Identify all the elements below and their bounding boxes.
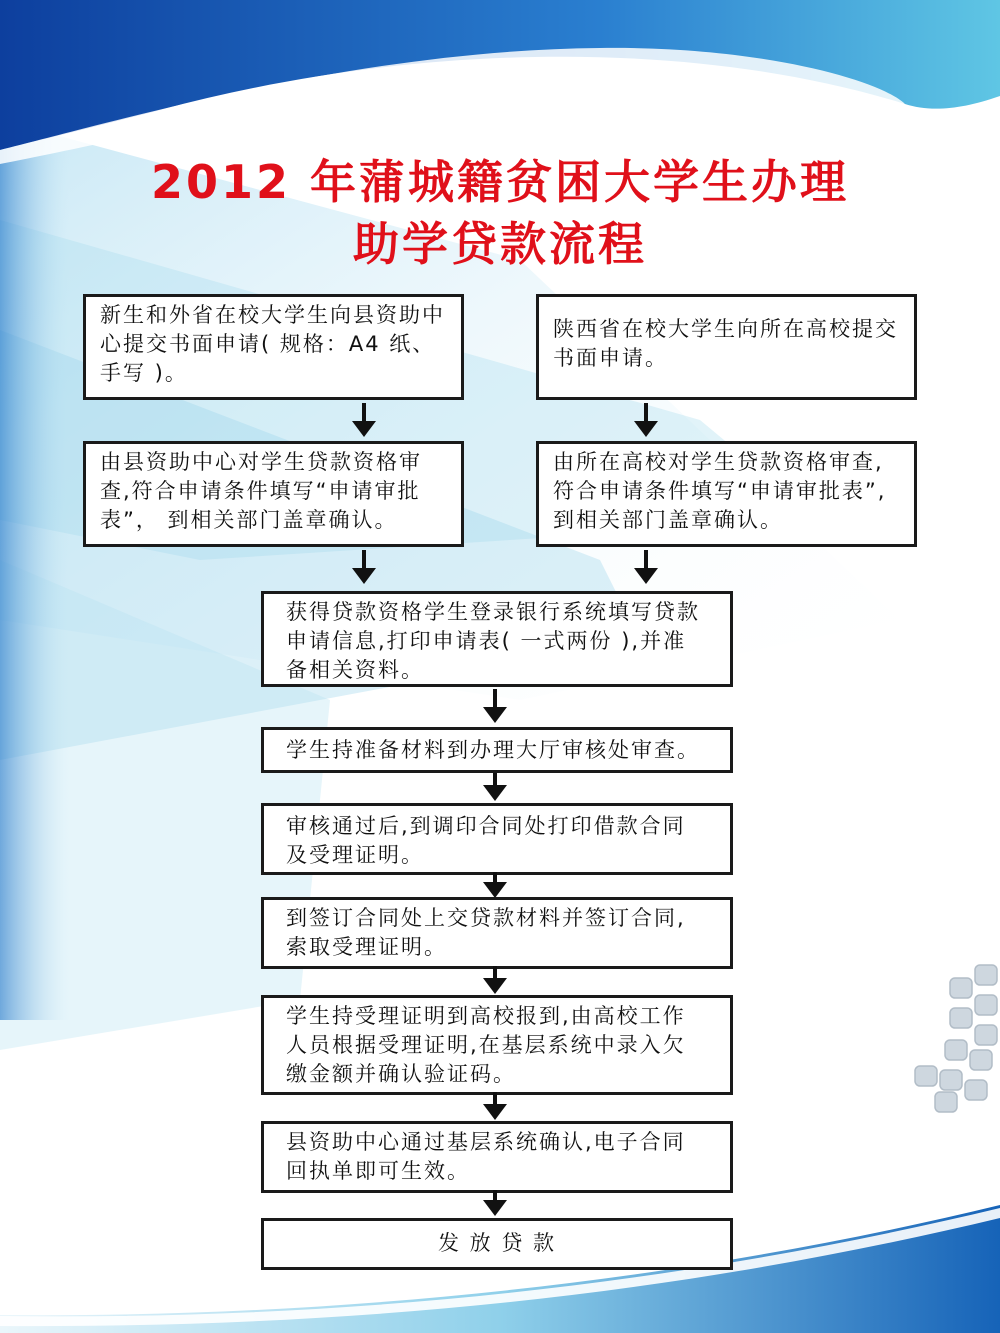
step-print-contract — [261, 803, 733, 875]
step-right-review — [536, 441, 917, 547]
step-text: 获得贷款资格学生登录银行系统填写贷款申请信息,打印申请表( 一式两份 ),并准备相关资料。 — [286, 600, 700, 682]
step-text: 学生持受理证明到高校报到,由高校工作人员根据受理证明,在基层系统中录入欠缴金额并确认验证码。 — [286, 1004, 686, 1086]
step-text: 学生持准备材料到办理大厅审核处审查。 — [286, 738, 700, 762]
step-left-apply — [83, 294, 464, 400]
step-left-review — [83, 441, 464, 547]
step-text: 县资助中心通过基层系统确认,电子合同回执单即可生效。 — [286, 1130, 686, 1183]
step-text: 新生和外省在校大学生向县资助中心提交书面申请( 规格：A4 纸、手写 )。 — [100, 303, 445, 385]
step-text: 到签订合同处上交贷款材料并签订合同,索取受理证明。 — [286, 906, 686, 959]
arrow-down-icon — [482, 689, 508, 725]
step-county-confirm — [261, 1121, 733, 1193]
arrow-down-icon — [351, 550, 377, 586]
step-disburse — [261, 1218, 733, 1270]
arrow-down-icon — [633, 403, 659, 439]
step-right-apply — [536, 294, 917, 400]
title-line-2: 助学贷款流程 — [353, 217, 647, 271]
step-text: 由所在高校对学生贷款资格审查,符合申请条件填写“申请审批表”,到相关部门盖章确认。 — [553, 450, 887, 532]
step-text: 陕西省在校大学生向所在高校提交书面申请。 — [553, 317, 898, 370]
step-bank-register — [261, 591, 733, 687]
step-sign-contract — [261, 897, 733, 969]
step-text: 审核通过后,到调印合同处打印借款合同及受理证明。 — [286, 814, 686, 867]
step-school-report — [261, 995, 733, 1095]
arrow-down-icon — [351, 403, 377, 439]
title-line-1: 2012 年蒲城籍贫困大学生办理 — [150, 155, 850, 209]
step-text: 由县资助中心对学生贷款资格审查,符合申请条件填写“申请审批表”， 到相关部门盖章确认。 — [100, 450, 422, 532]
step-hall-review — [261, 727, 733, 773]
arrow-down-icon — [633, 550, 659, 586]
step-text: 发 放 贷 款 — [437, 1231, 557, 1255]
